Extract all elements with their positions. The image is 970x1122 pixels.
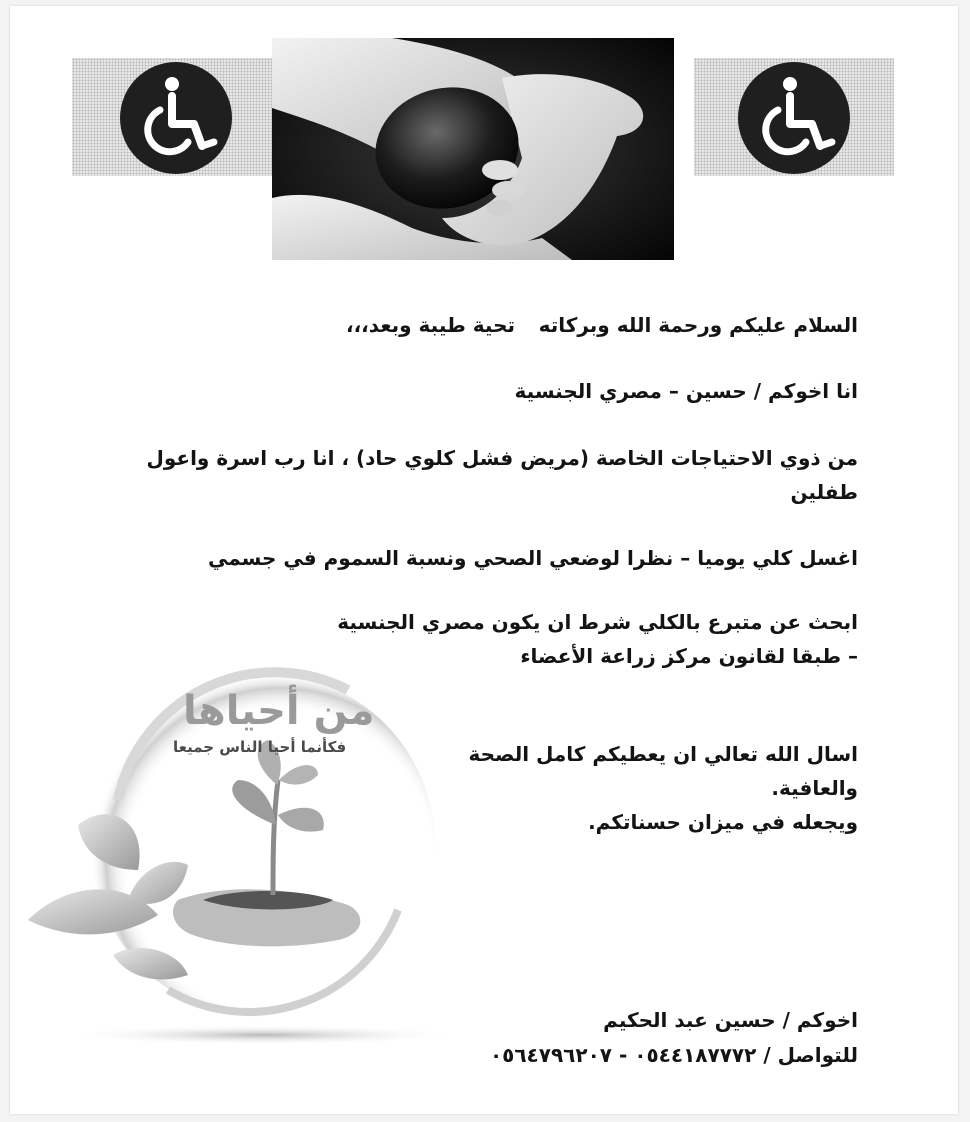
request-line-2: – طبقا لقانون مركز زراعة الأعضاء xyxy=(520,644,858,668)
phone-number-1: ٠٥٤٤١٨٧٧٧٢ xyxy=(634,1043,757,1067)
greeting: السلام عليكم ورحمة الله وبركاته xyxy=(538,313,858,337)
prayer-line-1: اسال الله تعالي ان يعطيكم كامل الصحة xyxy=(468,742,858,766)
intro-line: انا اخوكم / حسين – مصري الجنسية xyxy=(514,379,858,403)
contact-label: للتواصل / xyxy=(763,1043,858,1067)
contact-line xyxy=(490,1038,858,1072)
wheelchair-icon xyxy=(120,62,232,174)
prayer-line-2: والعافية. xyxy=(771,776,858,800)
condition-line-2: طفلين xyxy=(790,480,858,504)
signature-name: اخوكم / حسين عبد الحكيم xyxy=(603,1008,858,1032)
phone-number-2: ٠٥٦٤٧٩٦٢٠٧ xyxy=(489,1043,613,1067)
hands-holding-kidney-photo xyxy=(272,38,674,260)
organ-donation-logo xyxy=(18,650,443,1050)
salutation: تحية طيبة وبعد،،، xyxy=(345,313,515,337)
phone-separator: - xyxy=(618,1043,628,1067)
request-line-1: ابحث عن متبرع بالكلي شرط ان يكون مصري الجنسية xyxy=(337,610,858,634)
wheelchair-icon xyxy=(738,62,850,174)
logo-subtitle: فكأنما أحيا الناس جميعا xyxy=(173,738,347,756)
condition-line-1: من ذوي الاحتياجات الخاصة (مريض فشل كلوي حاد) ، انا رب اسرة واعول xyxy=(146,446,858,470)
prayer-line-3: ويجعله في ميزان حسناتكم. xyxy=(588,810,858,834)
logo-title: من أحياها xyxy=(183,688,375,734)
dialysis-line: اغسل كلي يوميا – نظرا لوضعي الصحي ونسبة السموم في جسمي xyxy=(207,546,858,570)
